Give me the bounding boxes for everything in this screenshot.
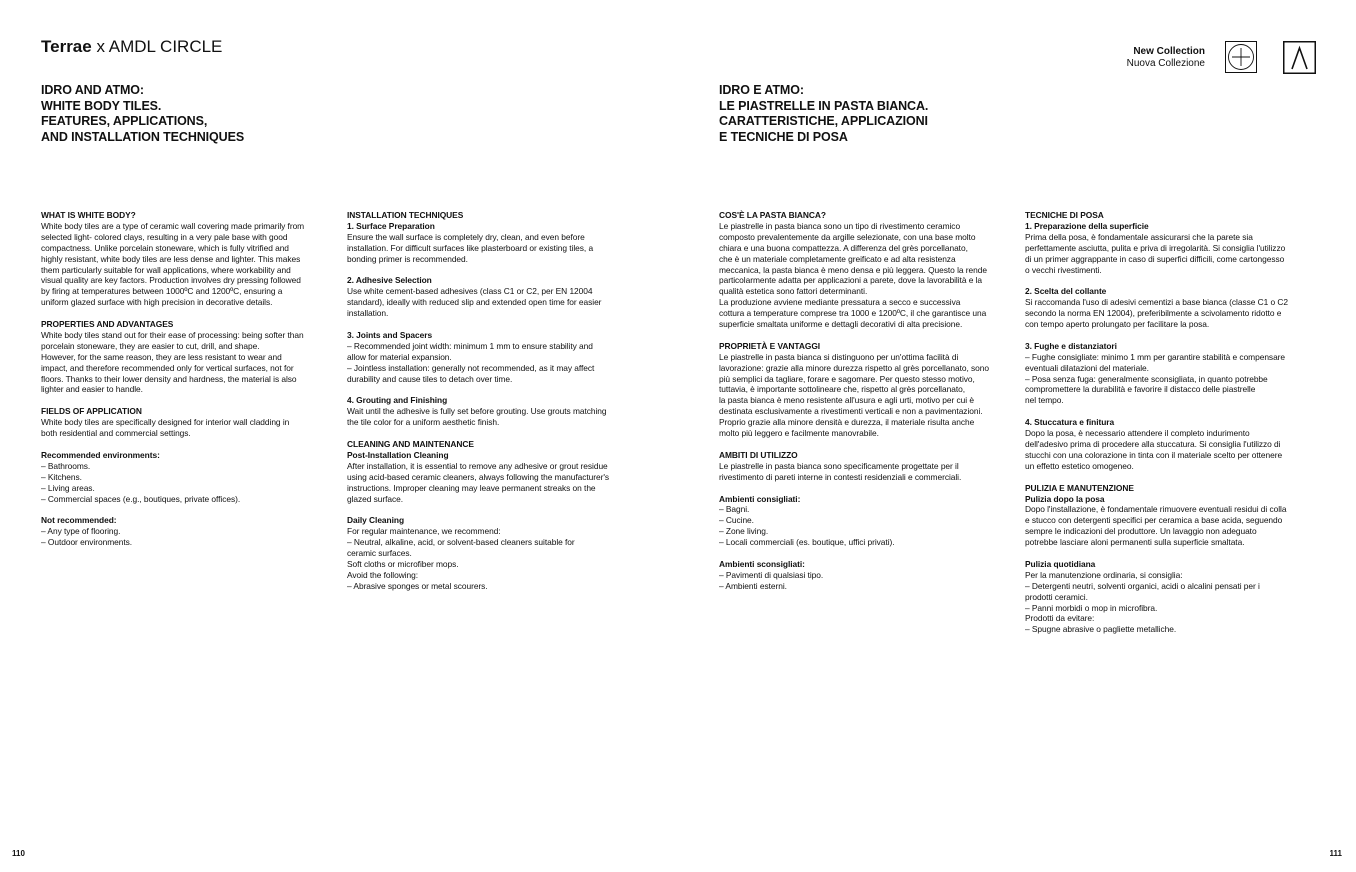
body-text-line: the tile color for a uniform aesthetic finish. xyxy=(347,417,500,428)
body-text-line: dell'adesivo prima di procedere alla stuccatura. Si consiglia l'utilizzo di xyxy=(1025,438,1281,449)
body-text-line: prodotti ceramici. xyxy=(1025,591,1088,602)
body-text-line: standard), ideally with reduced slip and extended open time for easier xyxy=(347,297,602,308)
title-it-line: IDRO E ATMO: xyxy=(719,83,804,97)
body-text-line: bonding primer is recommended. xyxy=(347,253,468,264)
body-text-line: – Pavimenti di qualsiasi tipo. xyxy=(719,569,824,580)
text-section xyxy=(41,210,333,308)
body-text-line: chiara e una buona compattezza. A differenza del grès porcellanato, xyxy=(719,242,968,253)
body-text-line: Per la manutenzione ordinaria, si consiglia: xyxy=(1025,569,1183,580)
text-section xyxy=(1025,417,1317,472)
brand-bold: Terrae xyxy=(41,37,92,56)
body-text-line: nel tempo. xyxy=(1025,395,1064,406)
brand-title xyxy=(41,37,222,57)
body-text-line: installation. xyxy=(347,308,389,319)
body-text-line: Le piastrelle in pasta bianca sono un tipo di rivestimento ceramico xyxy=(719,220,961,231)
title-it-line: LE PIASTRELLE IN PASTA BIANCA. xyxy=(719,98,929,113)
body-text-line: molto più leggero e facilmente manovrabile. xyxy=(719,428,879,439)
section-subheading: Post-Installation Cleaning xyxy=(347,449,449,460)
body-text-line: ceramic surfaces. xyxy=(347,548,412,559)
body-text-line: White body tiles are specifically designed for interior wall cladding in xyxy=(41,417,290,428)
body-text-line: Ensure the wall surface is completely dry, clean, and even before xyxy=(347,231,585,242)
body-text-line: selected light- colored clays, resulting in a very pale base with good xyxy=(41,231,288,242)
body-text-line: both residential and commercial settings. xyxy=(41,428,191,439)
section-subheading: 1. Surface Preparation xyxy=(347,220,435,231)
body-text-line: e stucco con detergenti specifici per ceramica a base acida, seguendo xyxy=(1025,515,1283,526)
section-subheading: 2. Adhesive Selection xyxy=(347,275,432,286)
body-text-line: un effetto estetico omogeneo. xyxy=(1025,460,1134,471)
text-section xyxy=(347,210,639,265)
text-section xyxy=(719,450,1011,483)
body-text-line: Le piastrelle in pasta bianca si distinguono per un'ottima facilità di xyxy=(719,351,959,362)
text-section xyxy=(41,319,333,395)
section-subheading: Daily Cleaning xyxy=(347,515,405,526)
section-heading: WHAT IS WHITE BODY? xyxy=(41,210,136,220)
body-text-line: – Cucine. xyxy=(719,515,754,526)
title-en xyxy=(41,83,244,145)
amdl-logo-icon xyxy=(1283,41,1316,74)
text-section xyxy=(41,406,333,439)
text-section xyxy=(719,341,1011,439)
section-subheading: 3. Joints and Spacers xyxy=(347,329,433,340)
text-section xyxy=(347,330,639,385)
section-heading: COS'È LA PASTA BIANCA? xyxy=(719,210,826,220)
body-text-line: installation. For difficult surfaces like plasterboard or existing tiles, a xyxy=(347,242,594,253)
collection-it: Nuova Collezione xyxy=(1126,58,1205,69)
body-text-line: con tempo aperto prolungato per facilitare la posa. xyxy=(1025,319,1210,330)
section-subheading: Not recommended: xyxy=(41,515,117,526)
page-number-right: 111 xyxy=(1329,849,1342,858)
brand-rest: x AMDL CIRCLE xyxy=(91,37,223,56)
body-text-line: La produzione avviene mediante pressatura a secco e successiva xyxy=(719,297,961,308)
section-subheading: Pulizia dopo la posa xyxy=(1025,493,1105,504)
text-section xyxy=(1025,341,1317,406)
body-text-line: For regular maintenance, we recommend: xyxy=(347,526,501,537)
body-text-line: – Outdoor environments. xyxy=(41,537,133,548)
title-it-line: E TECNICHE DI POSA xyxy=(719,129,848,144)
body-text-line: – Neutral, alkaline, acid, or solvent-based cleaners suitable for xyxy=(347,537,575,548)
body-text-line: – Posa senza fuga: generalmente sconsigliata, in quanto potrebbe xyxy=(1025,373,1268,384)
body-text-line: o vecchi rivestimenti. xyxy=(1025,264,1102,275)
body-text-line: porcelain stoneware, they are easier to cut, drill, and shape. xyxy=(41,340,260,351)
body-text-line: Dopo l'installazione, è fondamentale rimuovere eventuali residui di colla xyxy=(1025,504,1287,515)
section-subheading: 2. Scelta del collante xyxy=(1025,286,1107,297)
body-text-line: – Panni morbidi o mop in microfibra. xyxy=(1025,602,1158,613)
body-text-line: glazed surface. xyxy=(347,493,404,504)
text-section xyxy=(1025,559,1317,635)
body-text-line: tuttavia, è importante sottolineare che, rispetto al grès porcellanato, xyxy=(719,384,965,395)
body-text-line: them particularly suitable for wall applications, where workability and xyxy=(41,264,291,275)
text-section xyxy=(719,559,1011,592)
body-text-line: instructions. Improper cleaning may leave permanent streaks on the xyxy=(347,482,596,493)
text-section xyxy=(1025,286,1317,330)
body-text-line: – Ambienti esterni. xyxy=(719,580,787,591)
section-heading: CLEANING AND MAINTENANCE xyxy=(347,438,474,449)
collection-label xyxy=(1127,46,1205,70)
body-text-line: destinata esclusivamente a rivestimenti verticali e non a pavimentazioni. xyxy=(719,406,983,417)
body-text-line: – Bathrooms. xyxy=(41,460,91,471)
body-text-line: Soft cloths or microfiber mops. xyxy=(347,558,459,569)
body-text-line: White body tiles stand out for their ease of processing: being softer than xyxy=(41,329,304,340)
text-section xyxy=(41,450,333,505)
body-text-line: – Fughe consigliate: minimo 1 mm per garantire stabilità e compensare xyxy=(1025,351,1286,362)
body-text-line: compromettere la durabilità e favorire il distacco delle piastrelle xyxy=(1025,384,1256,395)
body-text-line: meccanica, la pasta bianca è meno densa e più leggera. Questo la rende xyxy=(719,264,987,275)
section-heading: FIELDS OF APPLICATION xyxy=(41,406,142,417)
body-text-line: – Zone living. xyxy=(719,526,769,537)
text-section xyxy=(347,395,639,428)
section-heading: PROPERTIES AND ADVANTAGES xyxy=(41,319,174,330)
body-text-line: eventuali dilatazioni del materiale. xyxy=(1025,362,1149,373)
section-subheading: 4. Stuccatura e finitura xyxy=(1025,417,1115,428)
section-heading: PULIZIA E MANUTENZIONE xyxy=(1025,482,1134,493)
section-subheading: Ambienti consigliati: xyxy=(719,493,801,504)
body-text-line: Avoid the following: xyxy=(347,569,419,580)
text-section xyxy=(719,494,1011,549)
body-text-line: by firing at temperatures between 1000ºC and 1200ºC, ensuring a xyxy=(41,286,283,297)
title-it-line: CARATTERISTICHE, APPLICAZIONI xyxy=(719,114,928,128)
section-subheading: 4. Grouting and Finishing xyxy=(347,395,448,406)
section-subheading: Recommended environments: xyxy=(41,449,160,460)
body-text-line: stucchi con una colorazione in tinta con il materiale scelto per ottenere xyxy=(1025,449,1283,460)
body-text-line: Prodotti da evitare: xyxy=(1025,613,1095,624)
column-3 xyxy=(719,210,1011,603)
body-text-line: allow for material expansion. xyxy=(347,351,452,362)
column-4 xyxy=(1025,210,1317,646)
body-text-line: uniform glazed surface with high precision in decorative details. xyxy=(41,297,273,308)
body-text-line: Si raccomanda l'uso di adesivi cementizi a base bianca (classe C1 o C2 xyxy=(1025,297,1288,308)
body-text-line: qualità estetica sono fattori determinanti. xyxy=(719,286,868,297)
body-text-line: highly resistant, white body tiles are less dense and lighter. This makes xyxy=(41,253,301,264)
body-text-line: – Jointless installation: generally not recommended, as it may affect xyxy=(347,362,595,373)
section-subheading: 3. Fughe e distanziatori xyxy=(1025,340,1117,351)
section-subheading: 1. Preparazione della superficie xyxy=(1025,220,1149,231)
body-text-line: – Detergenti neutri, solventi organici, acidi o alcalini pensati per i xyxy=(1025,580,1260,591)
body-text-line: Dopo la posa, è necessario attendere il completo indurimento xyxy=(1025,428,1250,439)
text-section xyxy=(347,275,639,319)
body-text-line: lighter and easier to handle. xyxy=(41,384,143,395)
body-text-line: – Spugne abrasive o pagliette metalliche. xyxy=(1025,624,1177,635)
text-section xyxy=(347,439,639,504)
body-text-line: particolarmente adatta per applicazioni a parete, dove la lavorabilità e la xyxy=(719,275,983,286)
body-text-line: – Abrasive sponges or metal scourers. xyxy=(347,580,488,591)
body-text-line: – Recommended joint width: minimum 1 mm to ensure stability and xyxy=(347,340,593,351)
body-text-line: – Locali commerciali (es. boutique, uffici privati). xyxy=(719,537,895,548)
section-heading: PROPRIETÀ E VANTAGGI xyxy=(719,340,821,351)
body-text-line: impact, and therefore recommended only for vertical surfaces, not for xyxy=(41,362,294,373)
page-number-left: 110 xyxy=(12,849,25,858)
body-text-line: secondo la norma EN 12004), preferibilmente a scivolamento ridotto e xyxy=(1025,308,1282,319)
body-text-line: la pasta bianca è meno resistente all'usura e agli urti, motivo per cui è xyxy=(719,395,974,406)
body-text-line: However, for the same reason, they are less resistant to wear and xyxy=(41,351,282,362)
body-text-line: – Any type of flooring. xyxy=(41,526,121,537)
section-heading: INSTALLATION TECHNIQUES xyxy=(347,210,464,220)
body-text-line: potrebbe lasciare aloni permanenti sulla superficie smaltata. xyxy=(1025,537,1245,548)
body-text-line: – Bagni. xyxy=(719,504,750,515)
body-text-line: lavorazione: grazie alla minore durezza rispetto al grès porcellanato, sono xyxy=(719,362,989,373)
body-text-line: Wait until the adhesive is fully set before grouting. Use grouts matching xyxy=(347,406,607,417)
column-2 xyxy=(347,210,639,603)
body-text-line: di un primer aggrappante in caso di superfici difficili, come cartongesso xyxy=(1025,253,1285,264)
body-text-line: rivestimento di pareti interne in contesti residenziali e commerciali. xyxy=(719,471,962,482)
body-text-line: Le piastrelle in pasta bianca sono specificamente progettate per il xyxy=(719,460,959,471)
title-en-line: WHITE BODY TILES. xyxy=(41,98,162,113)
body-text-line: – Kitchens. xyxy=(41,471,82,482)
body-text-line: perfettamente asciutta, pulita e priva di irregolarità. Si consiglia l'utilizzo xyxy=(1025,242,1286,253)
body-text-line: che è un materiale completamente greificato e ad alta resistenza xyxy=(719,253,956,264)
body-text-line: cottura a temperature comprese tra 1000 e 1200ºC, il che garantisce una xyxy=(719,308,987,319)
body-text-line: White body tiles are a type of ceramic wall covering made primarily from xyxy=(41,220,305,231)
text-section xyxy=(41,515,333,548)
text-section xyxy=(347,515,639,591)
body-text-line: più semplici da tagliare, forare e sagomare. Per questo stesso motivo, xyxy=(719,373,975,384)
body-text-line: visual quality are key factors. Production involves dry pressing followed xyxy=(41,275,301,286)
body-text-line: superficie smaltata uniforme e dettagli decorativi di alta precisione. xyxy=(719,319,963,330)
body-text-line: Prima della posa, è fondamentale assicurarsi che la parete sia xyxy=(1025,231,1253,242)
body-text-line: – Commercial spaces (e.g., boutiques, private offices). xyxy=(41,493,241,504)
body-text-line: compactness. Unlike porcelain stoneware, which is fully vitrified and xyxy=(41,242,289,253)
body-text-line: using acid-based ceramic cleaners, always following the manufacturer's xyxy=(347,471,610,482)
plus-circle-icon xyxy=(1225,41,1257,73)
text-section xyxy=(1025,210,1317,275)
body-text-line: – Living areas. xyxy=(41,482,95,493)
section-heading: AMBITI DI UTILIZZO xyxy=(719,449,798,460)
column-1 xyxy=(41,210,333,559)
body-text-line: floors. Thanks to their lower density and hardness, the material is also xyxy=(41,373,297,384)
title-en-line: IDRO AND ATMO: xyxy=(41,83,144,97)
title-en-line: AND INSTALLATION TECHNIQUES xyxy=(41,129,245,144)
body-text-line: After installation, it is essential to remove any adhesive or grout residue xyxy=(347,460,608,471)
body-text-line: Proprio grazie alla minore densità e durezza, il materiale risulta anche xyxy=(719,417,975,428)
title-en-line: FEATURES, APPLICATIONS, xyxy=(41,114,208,128)
text-section xyxy=(719,210,1011,330)
title-it xyxy=(719,83,928,145)
text-section xyxy=(1025,483,1317,548)
body-text-line: sempre le indicazioni del produttore. Un lavaggio non adeguato xyxy=(1025,526,1257,537)
body-text-line: composto prevalentemente da argille selezionate, con una base molto xyxy=(719,231,976,242)
section-subheading: Ambienti sconsigliati: xyxy=(719,558,805,569)
body-text-line: Use white cement-based adhesives (class C1 or C2, per EN 12004 xyxy=(347,286,593,297)
collection-en: New Collection xyxy=(1133,46,1205,57)
section-heading: TECNICHE DI POSA xyxy=(1025,210,1104,220)
body-text-line: durability and cause tiles to detach over time. xyxy=(347,373,513,384)
section-subheading: Pulizia quotidiana xyxy=(1025,558,1096,569)
